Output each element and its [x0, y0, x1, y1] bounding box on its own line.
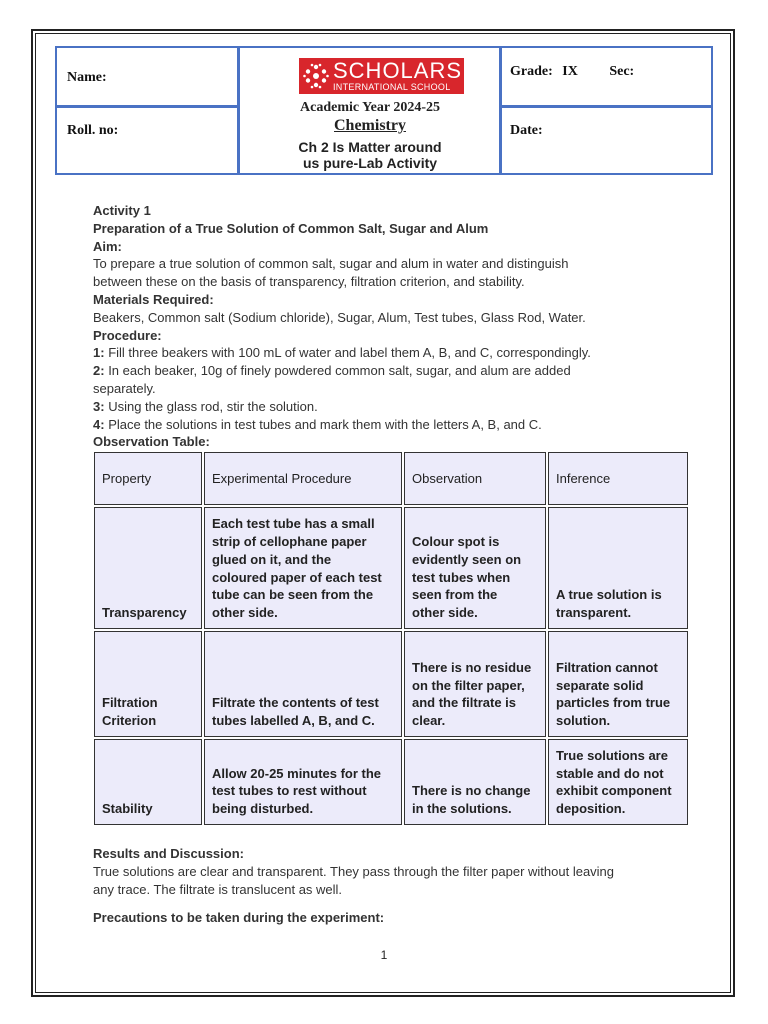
cell-line: seen from the: [412, 587, 498, 603]
cell-line: separate solid: [556, 677, 644, 693]
results-section: [93, 845, 693, 927]
results-text-line2: any trace. The filtrate is translucent as well.: [93, 881, 343, 897]
cell-line: clear.: [412, 713, 446, 729]
cell-line: There is no change: [412, 783, 531, 799]
table-header-cell: Experimental Procedure: [204, 452, 402, 505]
school-logo: [299, 58, 464, 94]
cell-line: Stability: [102, 801, 153, 817]
procedure-step: [93, 344, 683, 362]
logo-main-text: SCHOLARS: [333, 58, 463, 83]
cell-line: deposition.: [556, 801, 626, 817]
table-header-cell: Property: [94, 452, 202, 505]
observation-label: Observation Table:: [93, 434, 210, 450]
step-number: 4:: [93, 416, 105, 432]
academic-year: Academic Year 2024-25: [300, 100, 440, 115]
cell-line: tube can be seen from the: [212, 587, 374, 603]
cell-line: A true solution is: [556, 587, 662, 603]
cell-line: on the filter paper,: [412, 677, 525, 693]
cell-line: and the filtrate is: [412, 695, 517, 711]
cell-line: Allow 20-25 minutes for the: [212, 765, 382, 781]
name-label: Name:: [67, 70, 107, 85]
snowflake-logo-icon: [299, 58, 333, 94]
table-cell-procedure: [204, 507, 402, 629]
cell-line: solution.: [556, 713, 611, 729]
subject-title: Chemistry: [334, 117, 406, 134]
table-cell-observation: [404, 507, 546, 629]
grade-label: Grade:: [510, 64, 553, 79]
procedure-step: [93, 398, 683, 416]
materials-text: Beakers, Common salt (Sodium chloride), Sugar, Alum, Test tubes, Glass Rod, Water.: [93, 309, 586, 325]
procedure-label: Procedure:: [93, 327, 162, 343]
aim-text-line1: To prepare a true solution of common salt, sugar and alum in water and distinguish: [93, 256, 569, 272]
cell-line: Filtrate the contents of test: [212, 695, 379, 711]
cell-line: Filtration cannot: [556, 659, 658, 675]
cell-line: being disturbed.: [212, 801, 314, 817]
cell-line: coloured paper of each test: [212, 569, 382, 585]
step-text: Using the glass rod, stir the solution.: [108, 398, 318, 414]
cell-line: in the solutions.: [412, 801, 512, 817]
chapter-title-line2: us pure-Lab Activity: [302, 155, 438, 171]
table-cell-property: [94, 739, 202, 825]
results-label: Results and Discussion:: [93, 846, 244, 861]
header-left-hline: [57, 105, 238, 108]
step-number: 3:: [93, 398, 105, 414]
cell-line: tubes labelled A, B, and C.: [212, 713, 375, 729]
cell-line: strip of cellophane paper: [212, 534, 367, 550]
chapter-title-line1: Ch 2 Is Matter around: [298, 139, 442, 155]
chapter-title: [239, 139, 501, 171]
header-right-hline: [500, 105, 713, 108]
procedure-step: [93, 416, 683, 434]
aim-text-line2: between these on the basis of transparency, filtration criterion, and stability.: [93, 274, 525, 290]
results-text-line1: True solutions are clear and transparent. They pass through the filter paper without leaving: [93, 863, 615, 879]
materials-label: Materials Required:: [93, 291, 214, 307]
step-text: Fill three beakers with 100 mL of water and label them A, B, and C, correspondingly.: [108, 345, 591, 361]
step-text: Place the solutions in test tubes and mark them with the letters A, B, and C.: [108, 416, 542, 432]
activity-subtitle: Preparation of a True Solution of Common Salt, Sugar and Alum: [93, 220, 489, 236]
cell-line: Colour spot is: [412, 534, 500, 550]
cell-line: exhibit component: [556, 783, 672, 799]
date-label: Date:: [510, 123, 543, 138]
table-header-cell: Inference: [548, 452, 688, 505]
cell-line: other side.: [412, 605, 478, 621]
table-cell-property: [94, 631, 202, 737]
cell-line: transparent.: [556, 605, 632, 621]
page-number: 1: [380, 948, 388, 962]
logo-sub-text: INTERNATIONAL SCHOOL: [333, 82, 451, 92]
cell-line: There is no residue: [412, 659, 532, 675]
table-cell-property: [94, 507, 202, 629]
step-text: In each beaker, 10g of finely powdered common salt, sugar, and alum are added: [108, 363, 571, 379]
observation-table: [94, 452, 688, 826]
cell-line: test tubes when: [412, 569, 511, 585]
aim-label: Aim:: [93, 238, 122, 254]
table-cell-procedure: [204, 631, 402, 737]
cell-line: stable and do not: [556, 765, 664, 781]
cell-line: Each test tube has a small: [212, 516, 375, 532]
procedure-step: [93, 362, 683, 380]
cell-line: Filtration: [102, 695, 158, 711]
cell-line: test tubes to rest without: [212, 783, 367, 799]
cell-line: particles from true: [556, 695, 671, 711]
cell-line: Transparency: [102, 605, 187, 621]
table-header-cell: Observation: [404, 452, 546, 505]
roll-number-label: Roll. no:: [67, 123, 119, 138]
cell-line: other side.: [212, 605, 278, 621]
procedure-step-continued: separately.: [93, 380, 156, 396]
grade-value: IX: [562, 64, 578, 79]
cell-line: Criterion: [102, 713, 157, 729]
cell-line: glued on it, and the: [212, 551, 332, 567]
step-number: 2:: [93, 363, 105, 379]
table-cell-inference: [548, 631, 688, 737]
table-cell-observation: [404, 631, 546, 737]
cell-line: True solutions are: [556, 747, 668, 763]
table-cell-inference: [548, 739, 688, 825]
table-cell-observation: [404, 739, 546, 825]
precautions-label: Precautions to be taken during the experiment:: [93, 910, 385, 926]
header-box: [55, 46, 713, 175]
table-cell-procedure: [204, 739, 402, 825]
grade-field: [510, 64, 634, 80]
table-cell-inference: [548, 507, 688, 629]
cell-line: evidently seen on: [412, 551, 522, 567]
activity-content: [93, 202, 683, 451]
step-number: 1:: [93, 345, 105, 361]
activity-title: Activity 1: [93, 203, 151, 218]
section-label: Sec:: [609, 64, 635, 79]
